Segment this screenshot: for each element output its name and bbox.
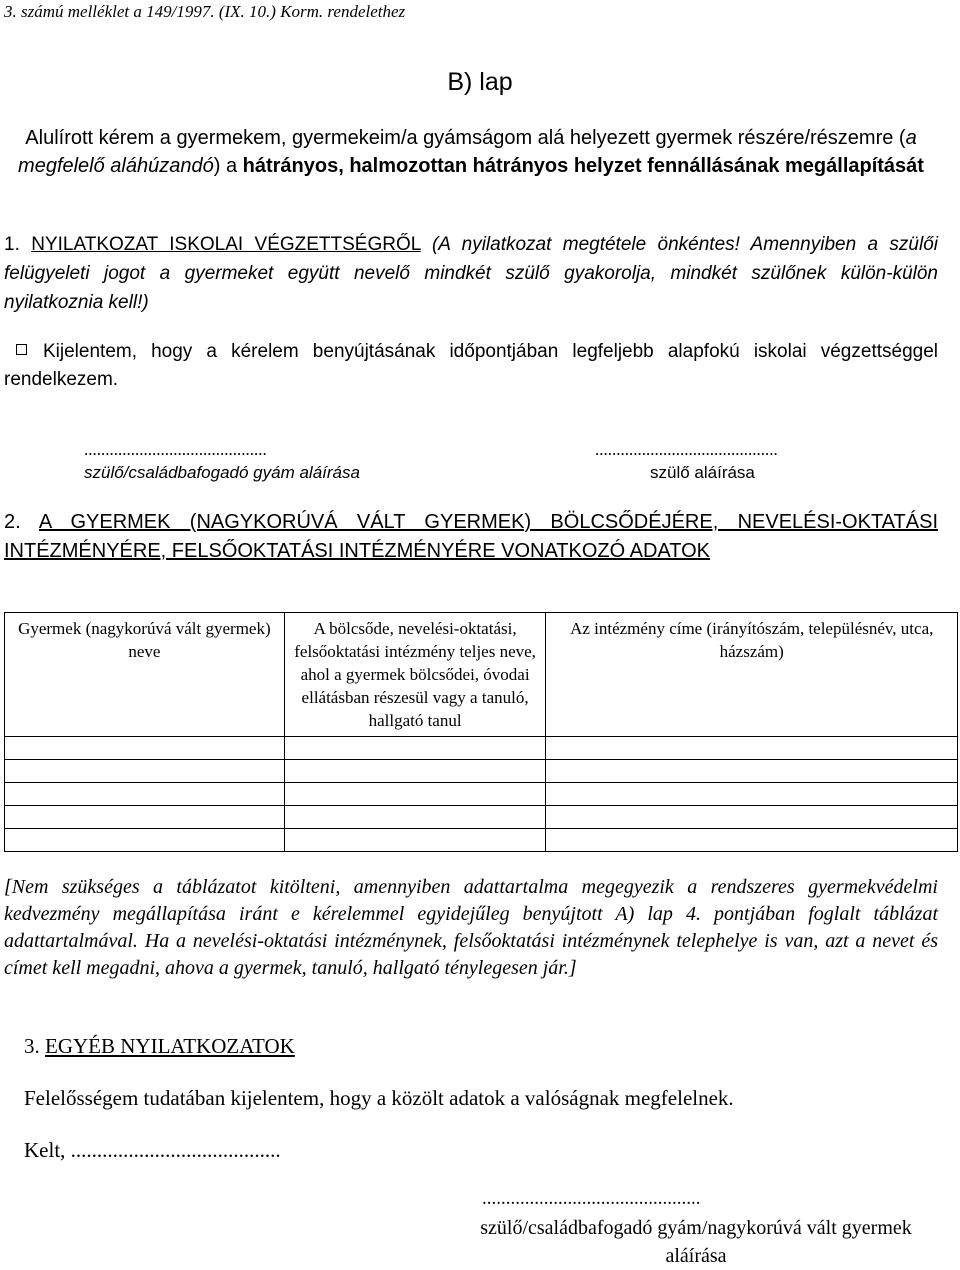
table-cell[interactable]: [284, 829, 546, 852]
table-row: [5, 829, 958, 852]
table-cell[interactable]: [284, 760, 546, 783]
section-2-heading: [4, 508, 938, 566]
column-header-institution-name: A bölcsőde, nevelési-oktatási, felsőoktatási intézmény teljes neve, ahol a gyermek bölcsődei, óvodai ellátásban részesül vagy a tanuló, hallgató tanul: [284, 613, 546, 737]
table-cell[interactable]: [5, 737, 285, 760]
table-cell[interactable]: [284, 783, 546, 806]
intro-text-2: ) a: [213, 155, 243, 177]
table-cell[interactable]: [5, 783, 285, 806]
place-date-field[interactable]: Kelt, ........................................: [24, 1138, 281, 1162]
table-cell[interactable]: [284, 737, 546, 760]
table-cell[interactable]: [284, 806, 546, 829]
declaration-text: Kijelentem, hogy a kérelem benyújtásának időpontjában legfeljebb alapfokú iskolai végzettséggel rendelkezem.: [4, 341, 938, 390]
section-1-note: (A nyilatkozat megtétele önkéntes! Amennyiben a szülői felügyeleti jogot a gyermeket együtt nevelő mindkét szülő gyakorolja, mindkét szülőnek külön-külön nyilatkoznia kell!): [4, 234, 939, 313]
section-2-number: 2.: [4, 511, 21, 533]
table-note: [Nem szükséges a táblázatot kitölteni, amennyiben adattartalma megegyezik a rendszeres gyermekvédelmi kedvezmény megállapítása iránt e kérelemmel egyidejűleg benyújtott A) lap 4. pontjában foglalt táblázat adattartalmával. Ha a nevelési-oktatási intézménynek, felsőoktatási intézménynek telephelye is van, azt a nevet és címet kell megadni, ahova a gyermek, tanuló, hallgató ténylegesen jár.]: [4, 876, 938, 979]
table-header-row: [5, 613, 958, 737]
column-header-institution-address: Az intézmény címe (irányítószám, településnév, utca, házszám): [546, 613, 958, 737]
section-1-heading: [4, 230, 938, 317]
form-title: B) lap: [447, 68, 513, 96]
table-cell[interactable]: [5, 829, 285, 852]
table-row: [5, 783, 958, 806]
intro-paragraph: [4, 124, 938, 180]
intro-bold-subject: hátrányos, halmozottan hátrányos helyzet fennállásának megállapítását: [242, 155, 924, 177]
table-cell[interactable]: [546, 829, 958, 852]
table-row: [5, 760, 958, 783]
responsibility-statement: Felelősségem tudatában kijelentem, hogy a közölt adatok a valóságnak megfelelnek.: [24, 1086, 734, 1110]
signature-line-left[interactable]: ...........................................: [84, 440, 267, 459]
signature-line-right[interactable]: ...........................................: [595, 440, 778, 459]
column-header-child-name: Gyermek (nagykorúvá vált gyermek) neve: [5, 613, 285, 737]
table-row: [5, 737, 958, 760]
intro-text: Alulírott kérem a gyermekem, gyermekeim/a gyámságom alá helyezett gyermek részére/részemre (: [25, 127, 906, 149]
section-1-title: NYILATKOZAT ISKOLAI VÉGZETTSÉGRŐL: [31, 234, 421, 255]
declaration-checkbox[interactable]: [16, 344, 27, 355]
section-2-title: A GYERMEK (NAGYKORÚVÁ VÁLT GYERMEK) BÖLCSŐDÉJÉRE, NEVELÉSI-OKTATÁSI INTÉZMÉNYÉRE, FELSŐOKTATÁSI INTÉZMÉNYÉRE VONATKOZÓ ADATOK: [4, 511, 938, 562]
table-row: [5, 806, 958, 829]
final-signature-line[interactable]: ..............................................: [482, 1188, 701, 1209]
table-cell[interactable]: [546, 806, 958, 829]
signature-label-left: szülő/családbafogadó gyám aláírása: [84, 463, 360, 482]
table-cell[interactable]: [546, 760, 958, 783]
section-1-number: 1.: [4, 234, 20, 255]
attachment-note: 3. számú melléklet a 149/1997. (IX. 10.) Korm. rendelethez: [4, 2, 406, 21]
section-3-title: EGYÉB NYILATKOZATOK: [45, 1034, 295, 1058]
signature-label-right: szülő aláírása: [650, 463, 755, 482]
institution-table: [4, 612, 958, 852]
table-cell[interactable]: [5, 806, 285, 829]
table-cell[interactable]: [546, 737, 958, 760]
intro-italic-note: a megfelelő aláhúzandó: [18, 127, 917, 177]
section-3-number: 3.: [24, 1034, 40, 1058]
declaration-row: [4, 338, 938, 394]
table-cell[interactable]: [546, 783, 958, 806]
table-cell[interactable]: [5, 760, 285, 783]
section-3-heading: [24, 1034, 295, 1059]
final-signature-label: szülő/családbafogadó gyám/nagykorúvá vált gyermek aláírása: [480, 1217, 912, 1267]
